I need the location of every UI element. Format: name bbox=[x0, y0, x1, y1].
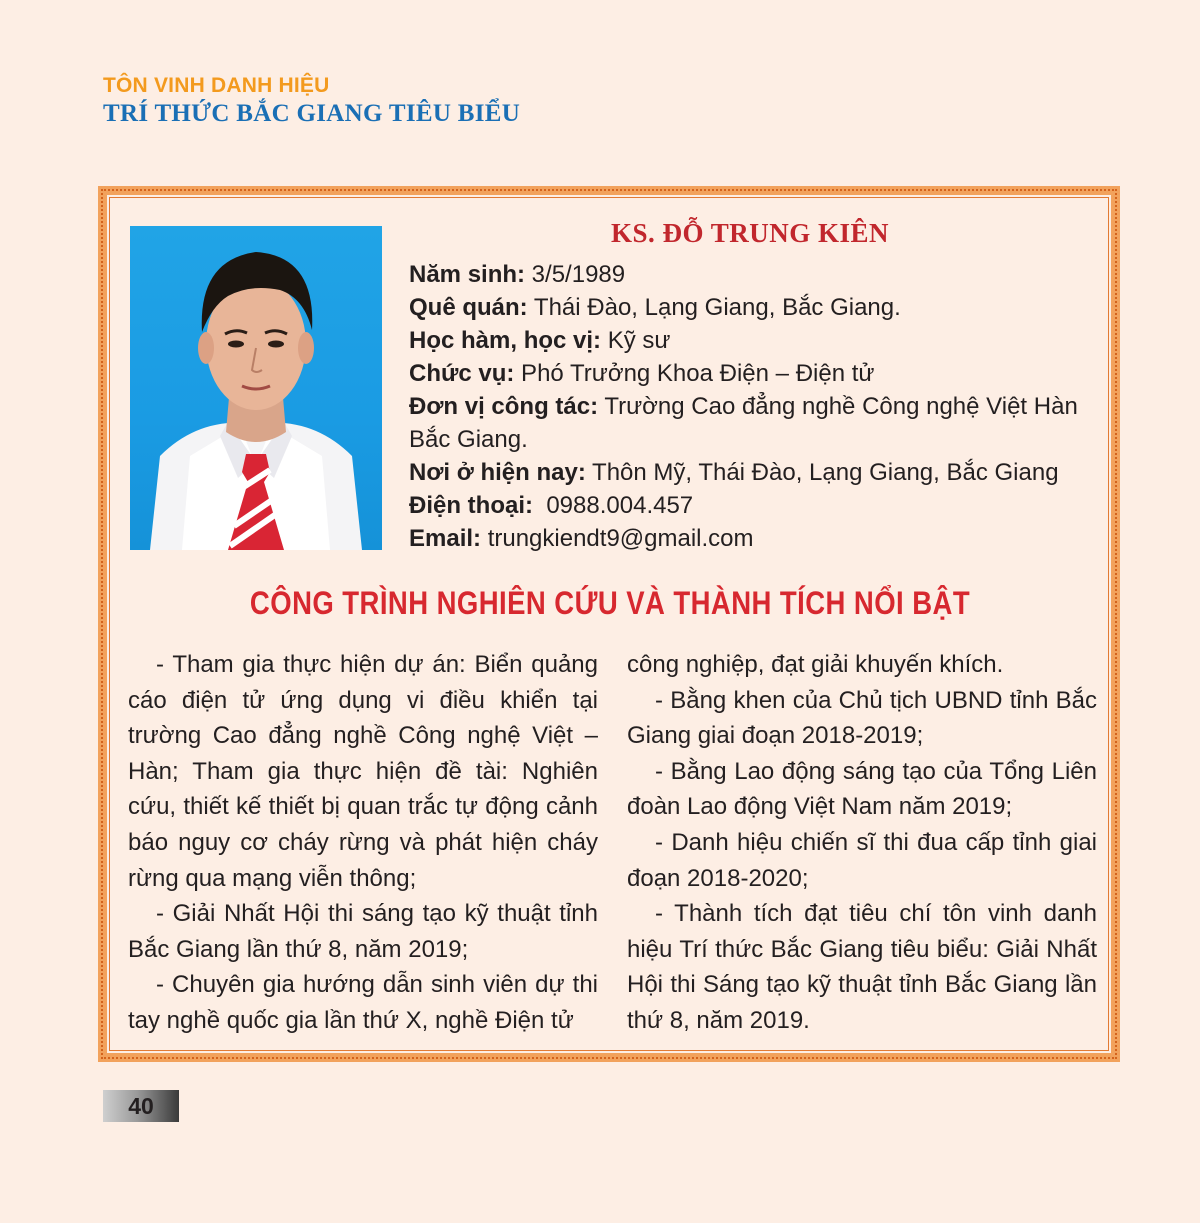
achievement-item-continued: công nghiệp, đạt giải khuyến khích. bbox=[627, 651, 1004, 678]
achievements-right-column bbox=[627, 647, 1097, 1039]
info-row-hometown bbox=[409, 291, 1109, 324]
info-label: Học hàm, học vị: bbox=[409, 327, 602, 354]
portrait-photo bbox=[130, 226, 382, 550]
info-row-email bbox=[409, 522, 1109, 555]
info-label: Đơn vị công tác: bbox=[409, 393, 599, 420]
profile-info bbox=[409, 258, 1109, 555]
info-label: Điện thoại: bbox=[409, 492, 533, 519]
info-label: Năm sinh: bbox=[409, 261, 526, 288]
info-row-birth bbox=[409, 258, 1109, 291]
achievement-item: - Thành tích đạt tiêu chí tôn vinh danh hiệu Trí thức Bắc Giang tiêu biểu: Giải Nhất Hội thi Sáng tạo kỹ thuật tỉnh Bắc Giang lần thứ 8, năm 2019. bbox=[627, 900, 1097, 1034]
info-row-degree bbox=[409, 324, 1109, 357]
achievement-item: - Danh hiệu chiến sĩ thi đua cấp tỉnh giai đoạn 2018-2020; bbox=[627, 828, 1097, 892]
achievements-left-column bbox=[128, 647, 598, 1039]
section-title: CÔNG TRÌNH NGHIÊN CỨU VÀ THÀNH TÍCH NỔI BẬT bbox=[249, 585, 971, 621]
page-number: 40 bbox=[103, 1090, 179, 1122]
info-row-phone bbox=[409, 489, 1109, 522]
achievement-item: - Tham gia thực hiện dự án: Biển quảng cáo điện tử ứng dụng vi điều khiển tại trường Cao đẳng nghề Công nghệ Việt – Hàn; Tham gia thực hiện đề tài: Nghiên cứu, thiết kế thiết bị quan trắc tự động cảnh báo nguy cơ cháy rừng và phát hiện cháy rừng qua mạng viễn thông; bbox=[128, 651, 598, 892]
info-label: Quê quán: bbox=[409, 294, 528, 321]
info-row-workplace bbox=[409, 390, 1109, 423]
header-category: TÔN VINH DANH HIỆU bbox=[103, 74, 330, 97]
info-value: Thôn Mỹ, Thái Đào, Lạng Giang, Bắc Giang bbox=[585, 459, 1059, 486]
info-label: Chức vụ: bbox=[409, 360, 515, 387]
info-value: Kỹ sư bbox=[601, 327, 671, 354]
info-label: Email: bbox=[409, 525, 482, 552]
info-value: trungkiendt9@gmail.com bbox=[481, 525, 754, 552]
achievement-item: - Bằng Lao động sáng tạo của Tổng Liên đoàn Lao động Việt Nam năm 2019; bbox=[627, 757, 1097, 821]
info-label: Nơi ở hiện nay: bbox=[409, 459, 586, 486]
info-value: Trường Cao đẳng nghề Công nghệ Việt Hàn bbox=[598, 393, 1078, 420]
info-value: Bắc Giang. bbox=[409, 426, 528, 453]
info-row-workplace-cont bbox=[409, 423, 1109, 456]
achievement-item: - Giải Nhất Hội thi sáng tạo kỹ thuật tỉnh Bắc Giang lần thứ 8, năm 2019; bbox=[128, 900, 598, 963]
info-value: 3/5/1989 bbox=[525, 261, 626, 288]
info-row-position bbox=[409, 357, 1109, 390]
achievement-item: - Chuyên gia hướng dẫn sinh viên dự thi tay nghề quốc gia lần thứ X, nghề Điện tử bbox=[128, 971, 598, 1034]
person-name: KS. ĐỖ TRUNG KIÊN bbox=[610, 218, 890, 248]
achievement-item: - Bằng khen của Chủ tịch UBND tỉnh Bắc Giang giai đoạn 2018-2019; bbox=[627, 686, 1097, 750]
info-value: 0988.004.457 bbox=[533, 492, 694, 519]
info-value: Phó Trưởng Khoa Điện – Điện tử bbox=[514, 360, 875, 387]
info-row-residence bbox=[409, 456, 1109, 489]
info-value: Thái Đào, Lạng Giang, Bắc Giang. bbox=[527, 294, 901, 321]
header-title: TRÍ THỨC BẮC GIANG TIÊU BIỂU bbox=[103, 100, 521, 127]
